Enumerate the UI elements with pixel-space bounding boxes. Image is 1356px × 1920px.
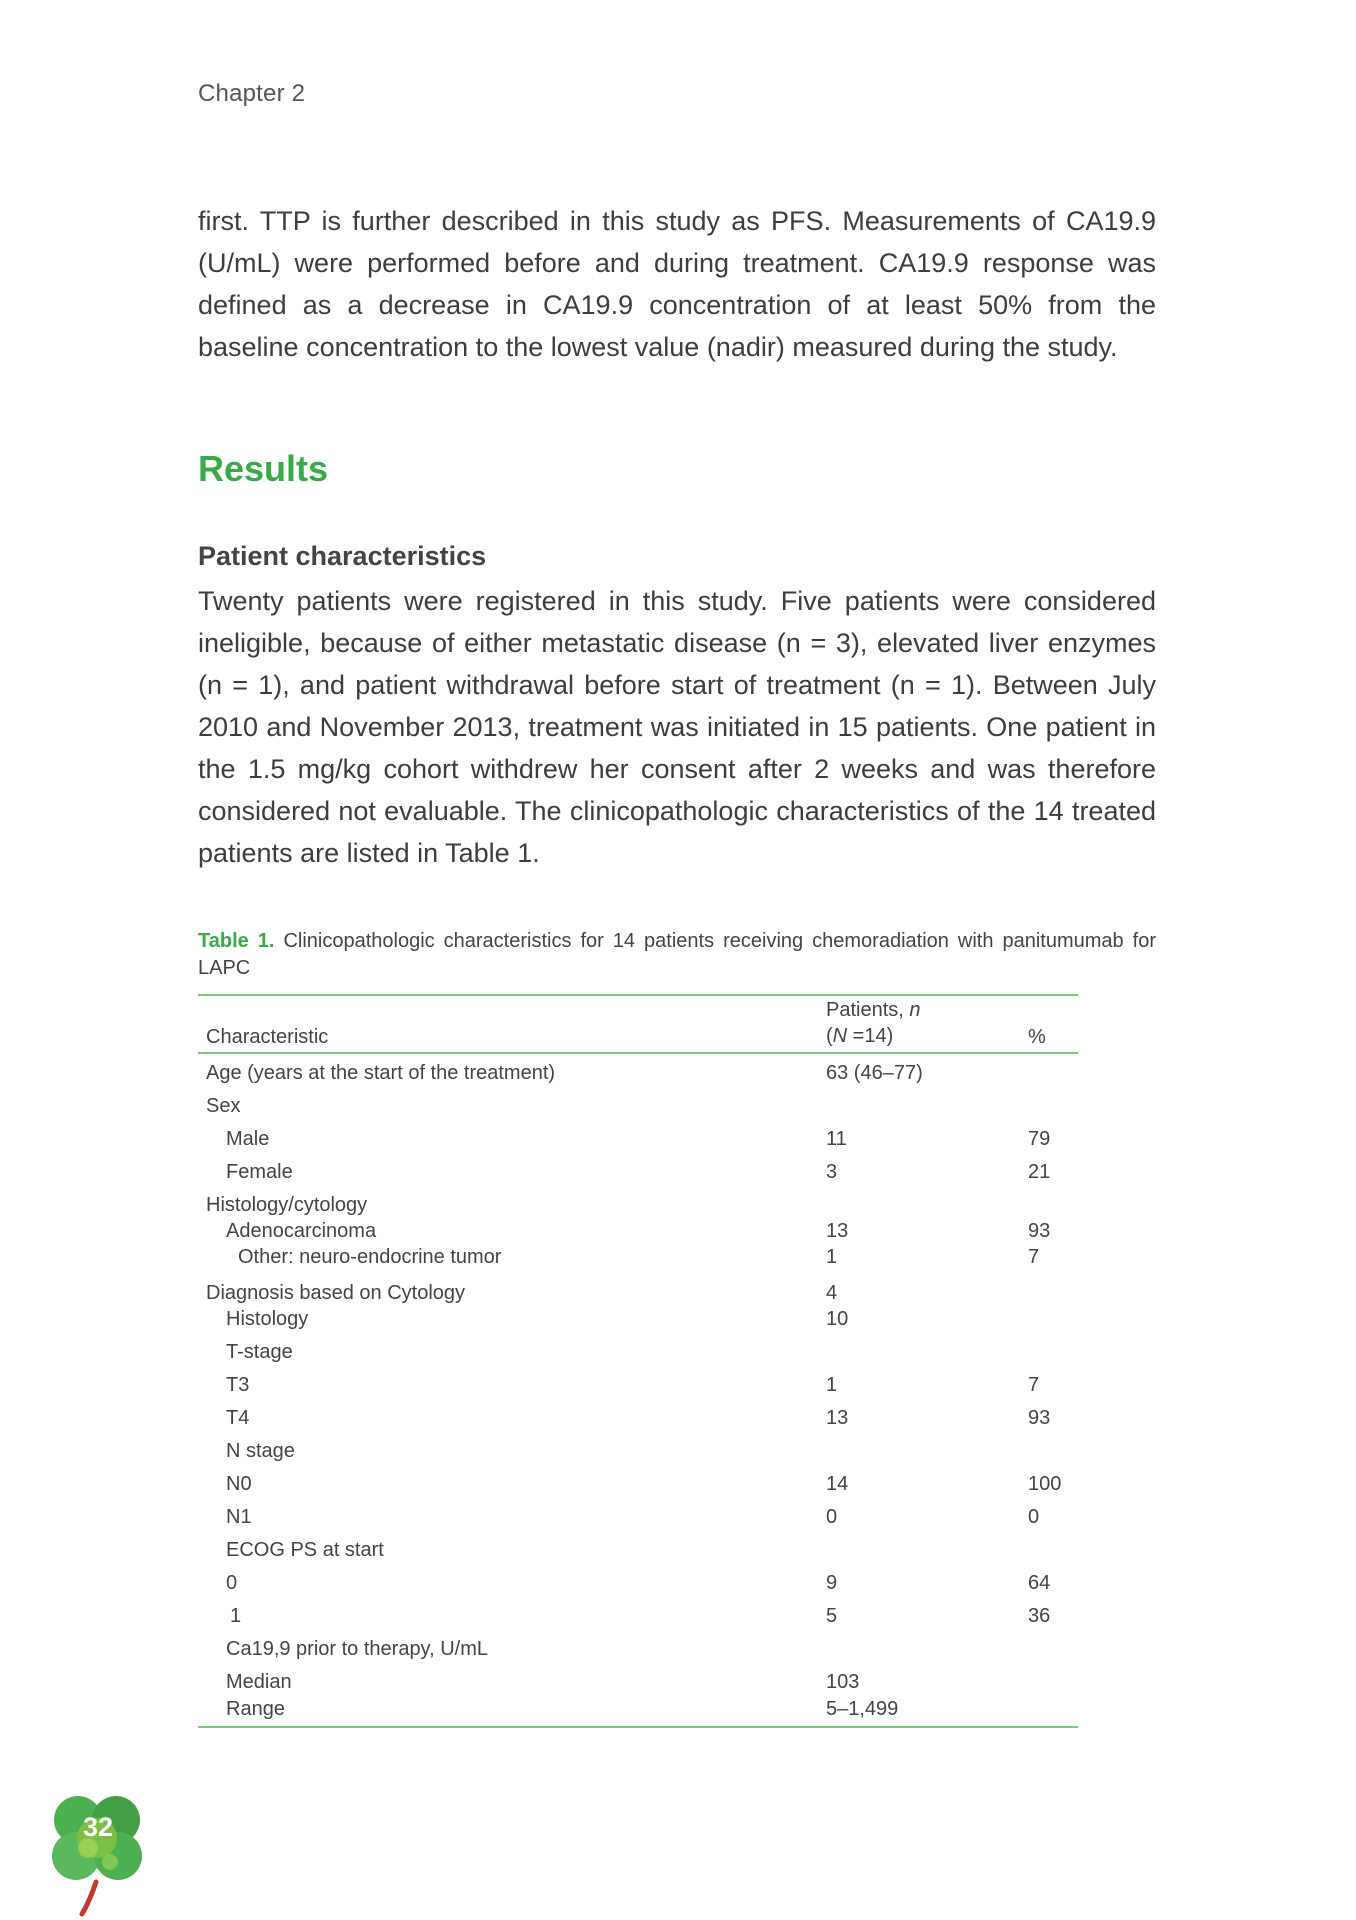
table-row: [198, 1638, 1078, 1664]
row-pct: 0: [1028, 1506, 1040, 1528]
paragraph-methods-end: first. TTP is further described in this study as PFS. Measurements of CA19.9 (U/mL) were performed before and during treatment. CA19.9 response was defined as a decrease in CA19.9 concentration of at least 50% from the baseline concentration to the lowest value (nadir) measured during the study.: [198, 206, 1156, 362]
paragraph-patient-characteristics: Twenty patients were registered in this study. Five patients were considered ineligible, because of either metastatic disease (n = 3), elevated liver enzymes (n = 1), and patient withdrawal before start of treatment (n = 1). Between July 2010 and November 2013, treatment was initiated in 15 patients. One patient in the 1.5 mg/kg cohort withdrew her consent after 2 weeks and was therefore considered not evaluable. The clinicopathologic characteristics of the 14 treated patients are listed in Table 1.: [198, 586, 1156, 868]
header-patients-n: n: [909, 999, 921, 1021]
row-pct: 100: [1028, 1473, 1062, 1495]
table-row: [198, 1572, 1078, 1598]
table-row: [198, 1220, 1078, 1246]
row-label: 1: [230, 1605, 242, 1627]
row-label: T4: [226, 1407, 250, 1429]
running-head: Chapter 2: [198, 80, 306, 107]
row-pct: 36: [1028, 1605, 1051, 1627]
row-label: Female: [226, 1161, 293, 1183]
row-pct: 93: [1028, 1407, 1051, 1429]
row-label: Age (years at the start of the treatment): [206, 1062, 556, 1084]
row-label: N stage: [226, 1440, 295, 1462]
table-row: [198, 1698, 1078, 1724]
row-n: 11: [826, 1128, 847, 1150]
table-caption-text: Clinicopathologic characteristics for 14 patients receiving chemoradiation with panitumumab for LAPC: [198, 930, 1156, 979]
table-caption: [198, 928, 1156, 982]
row-label: Median: [226, 1671, 292, 1693]
table-row: [198, 1282, 1078, 1308]
table-header: [198, 996, 1078, 1054]
table-row: [198, 1161, 1078, 1187]
table-row: [198, 1605, 1078, 1631]
row-n: 1: [826, 1246, 838, 1268]
row-n: 1: [826, 1374, 838, 1396]
row-n: 4: [826, 1282, 838, 1304]
table-row: [198, 1062, 1078, 1088]
row-pct: 21: [1028, 1161, 1051, 1183]
row-pct: 7: [1028, 1246, 1040, 1268]
page-number: 32: [82, 1812, 114, 1842]
row-n: 5: [826, 1605, 838, 1627]
table-row: [198, 1671, 1078, 1697]
table-row: [198, 1308, 1078, 1334]
characteristics-table: [198, 994, 1078, 1728]
row-label: Ca19,9 prior to therapy, U/mL: [226, 1638, 488, 1660]
row-label: ECOG PS at start: [226, 1539, 384, 1561]
header-characteristic: Characteristic: [206, 1026, 329, 1048]
row-label: Histology/cytology: [206, 1194, 368, 1216]
header-patients-label: Patients,: [826, 999, 910, 1021]
table-row: [198, 1506, 1078, 1532]
row-label: N0: [226, 1473, 252, 1495]
header-percent: %: [1028, 1026, 1046, 1048]
row-pct: 64: [1028, 1572, 1051, 1594]
row-label: T-stage: [226, 1341, 293, 1363]
row-n: 9: [826, 1572, 838, 1594]
row-label: Diagnosis based on Cytology: [206, 1282, 466, 1304]
table-row: [198, 1341, 1078, 1367]
row-n: 13: [826, 1220, 849, 1242]
row-n: 63 (46–77): [826, 1062, 923, 1084]
row-label: Histology: [226, 1308, 309, 1330]
row-label: Adenocarcinoma: [226, 1220, 377, 1242]
table-row: [198, 1194, 1078, 1220]
table-row: [198, 1473, 1078, 1499]
table-row: [198, 1440, 1078, 1466]
row-n: 14: [826, 1473, 849, 1495]
row-label: N1: [226, 1506, 252, 1528]
header-patients-N: N: [832, 1025, 848, 1047]
row-label: T3: [226, 1374, 250, 1396]
table-row: [198, 1374, 1078, 1400]
table-caption-label: Table 1.: [198, 930, 275, 952]
table-row: [198, 1095, 1078, 1121]
row-pct: 79: [1028, 1128, 1051, 1150]
row-label: Male: [226, 1128, 270, 1150]
section-heading-results: Results: [198, 448, 329, 489]
sub-heading-patient-characteristics: Patient characteristics: [198, 541, 487, 571]
header-patients-total: =14): [847, 1025, 894, 1047]
row-label: Sex: [206, 1095, 241, 1117]
table-row: [198, 1128, 1078, 1154]
row-n: 5–1,499: [826, 1698, 899, 1720]
row-label: Other: neuro-endocrine tumor: [238, 1246, 502, 1268]
table-row: [198, 1407, 1078, 1433]
row-n: 0: [826, 1506, 838, 1528]
row-n: 103: [826, 1671, 860, 1693]
table-body: [198, 1054, 1078, 1726]
row-n: 10: [826, 1308, 849, 1330]
row-label: 0: [226, 1572, 238, 1594]
clover-leaf-icon: [48, 1790, 148, 1920]
row-n: 3: [826, 1161, 838, 1183]
table-row: [198, 1246, 1078, 1272]
header-patients-open: (: [826, 1025, 833, 1047]
row-pct: 7: [1028, 1374, 1040, 1396]
header-patients: [826, 997, 921, 1049]
row-label: Range: [226, 1698, 285, 1720]
row-n: 13: [826, 1407, 849, 1429]
row-pct: 93: [1028, 1220, 1051, 1242]
table-row: [198, 1539, 1078, 1565]
